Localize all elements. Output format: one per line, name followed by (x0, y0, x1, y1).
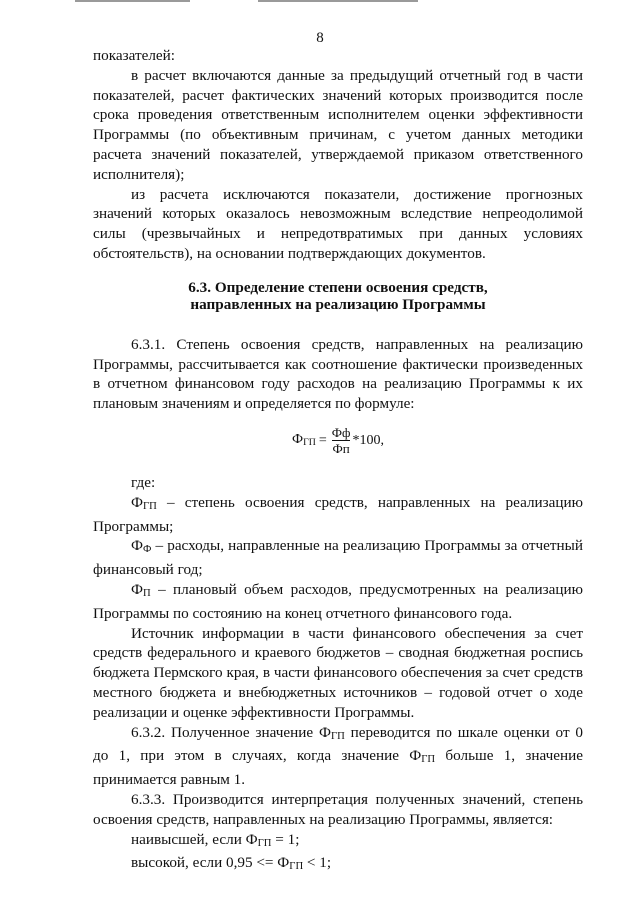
formula-fraction (332, 425, 351, 456)
paragraph-included-data: в расчет включаются данные за предыдущий отчетный год в части показателей, расчет фактических значений которых производится после срока проведения ответственным исполнителем оценки эффективности Программы (по объективным причинам, с учетом данных методики расчета значений показателей, утверждаемой приказом ответственного исполнителя); (93, 66, 583, 183)
paragraph-6-3-1: 6.3.1. Степень освоения средств, направленных на реализацию Программы, рассчитывается как соотношение фактически произведенных в отчетном финансовом году расходов на реализацию Программы к их плановым значениям и определяется по формуле: (93, 335, 583, 413)
formula-denominator: Фп (332, 441, 350, 457)
document-body (93, 46, 583, 877)
formula-tail: *100, (352, 433, 384, 449)
scan-edge-right (258, 0, 418, 2)
paragraph-6-3-3: 6.3.3. Производится интерпретация полученных значений, степень освоения средств, направленных на реализацию Программы, является: (93, 790, 583, 828)
section-heading-line-2: направленных на реализацию Программы (190, 295, 486, 313)
definition-fp: $Ф_П$ – плановый объем расходов, предусмотренных на реализацию Программы по состоянию на конец отчетного финансового года. (93, 580, 583, 622)
paragraph-continuation: показателей: (93, 47, 176, 64)
paragraph-excluded-indicators: из расчета исключаются показатели, достижение прогнозных значений которых оказалось невозможным вследствие непреодолимой силы (чрезвычайных и непредотвратимых при данных условиях обстоятельств), на основании подтверждающих документов. (93, 185, 583, 262)
formula (93, 421, 583, 461)
definition-ff: $Ф_Ф$ – расходы, направленные на реализацию Программы за отчетный финансовый год; (93, 537, 583, 579)
definition-fgp: $Ф_{ГП}$ – степень освоения средств, направленных на реализацию Программы; (93, 493, 583, 535)
formula-lhs: $Ф_{ГП}$ (292, 431, 316, 448)
section-heading (93, 279, 583, 313)
formula-equals: = (318, 433, 327, 449)
paragraph-6-3-2: 6.3.2. Полученное значение $Ф_{ГП}$ переводится по шкале оценки от 0 до 1, при этом в случаях, когда значение $Ф_{ГП}$ больше 1, значение принимается равным 1. (93, 723, 584, 789)
where-label: где: (131, 473, 156, 491)
section-heading-line-1: 6.3. Определение степени освоения средств, (188, 278, 488, 296)
level-highest: наивысшей, если $Ф_{ГП} = 1$; (131, 830, 300, 849)
page-number: 8 (316, 30, 324, 46)
scan-edge-left (75, 0, 190, 2)
paragraph-source: Источник информации в части финансового обеспечения за счет средств федерального и краевого бюджетов – сводная бюджетная роспись бюджета Пермского края, в части финансового обеспечения за счет средств местного бюджета и внебюджетных источников – годовой отчет о ходе реализации и оценке эффективности Программы. (93, 624, 583, 721)
formula-numerator: Фф (331, 425, 351, 441)
level-high: высокой, если $0,95 <= Ф_{ГП} < 1$; (131, 854, 332, 873)
